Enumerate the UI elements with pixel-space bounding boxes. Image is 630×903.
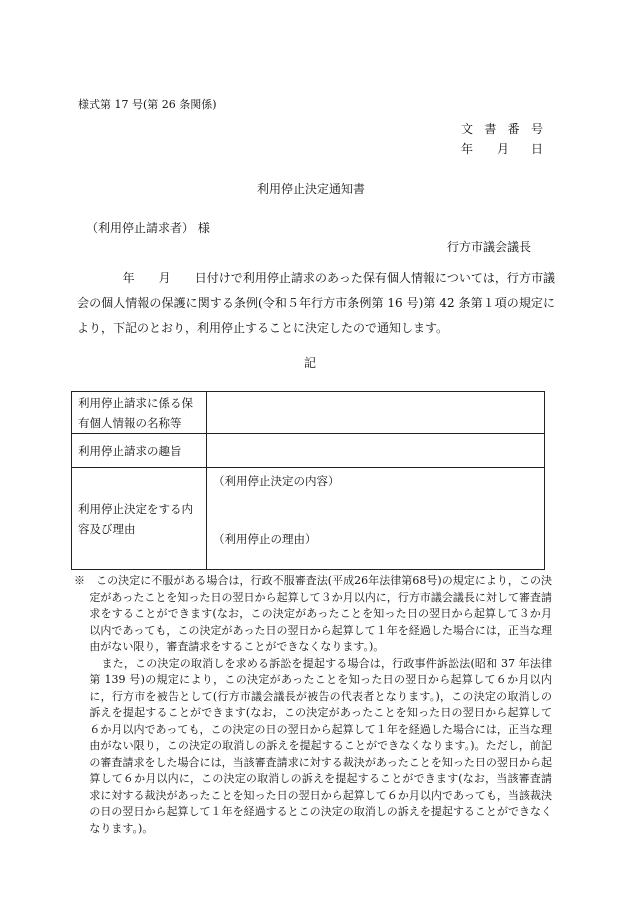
decision-reason-heading: （利用停止の理由） xyxy=(213,532,317,546)
row-label-purpose: 利用停止請求の趣旨 xyxy=(72,434,207,468)
doc-number-char: 文 xyxy=(461,122,474,136)
row-label-decision: 利用停止決定をする内容及び理由 xyxy=(72,468,207,570)
date-day: 日 xyxy=(531,142,544,156)
note-text-2: また，この決定の取消しを求める訴訟を提起する場合は，行政事件訴訟法(昭和 37 年法律第 139 号)の規定により，この決定があったことを知った日の翌日から起算して６か月以内に，行方市を被告として(行方市議会議長が被告の代表者となります。)，この決定の取消しの訴えを提起することができます(なお，この決定があったことを知った日の翌日から起算して６か月以内であっても，この決定の日の翌日から起算して１年を経過した場合には，正当な理由がない限り，この決定の取消しの訴えを提起することができなくなります。)。ただし，前記の審査請求をした場合には，当該審査請求に対する裁決があったことを知った日の翌日から起算して６か月以内に，この決定の取消しの訴えを提起することができます(なお，当該審査請求に対する裁決があったことを知った日の翌日から起算して６か月以内であっても，当該裁決の日の翌日から起算して１年を経過するとこの決定の取消しの訴えを提起することができなくなります。)。 xyxy=(89,656,552,835)
doc-number-char: 番 xyxy=(507,122,520,136)
form-number: 様式第 17 号(第 26 条関係) xyxy=(78,98,217,111)
date-month: 月 xyxy=(497,142,510,156)
note-text-1: この決定に不服がある場合は，行政不服審査法(平成26年法律第68号)の規定により，この決定があったことを知った日の翌日から起算して３か月以内に，行方市議会議長に対して審査請求をすることができます(なお，この決定があったことを知った日の翌日から起算して３か月以内であっても，この決定があった日の翌日から起算して１年を経過した場合には，正当な理由がない限り，審査請求をすることができなくなります。)。 xyxy=(89,574,553,653)
row-label-info-name: 利用停止請求に係る保有個人情報の名称等 xyxy=(72,392,207,434)
doc-number-char: 号 xyxy=(530,122,543,136)
doc-number-char: 書 xyxy=(484,122,497,136)
row-value-decision xyxy=(207,468,545,570)
document-title: 利用停止決定通知書 xyxy=(257,182,366,196)
table-row xyxy=(72,392,545,434)
note-paragraph-1 xyxy=(74,573,552,656)
issuer: 行方市議会議長 xyxy=(447,240,532,254)
table-row xyxy=(72,434,545,468)
table-row xyxy=(72,468,545,570)
addressee: （利用停止請求者） 様 xyxy=(86,221,210,235)
row-value-purpose xyxy=(207,434,545,468)
notes-section xyxy=(74,573,552,837)
body-text: 年 月 日付けで利用停止請求のあった保有個人情報については，行方市議会の個人情報の保護に関する条例(令和５年行方市条例第 16 号)第 42 条第１項の規定により，下記のとおり，利用停止することに決定したので通知します。 xyxy=(77,271,555,335)
document-number-label xyxy=(461,120,543,137)
row-value-info-name xyxy=(207,392,545,434)
ki-heading: 記 xyxy=(304,356,317,370)
body-paragraph xyxy=(77,266,555,341)
date-year: 年 xyxy=(461,142,474,156)
note-paragraph-2 xyxy=(74,656,552,838)
decision-content-heading: （利用停止決定の内容） xyxy=(213,474,340,488)
decision-table xyxy=(71,391,545,570)
note-mark: ※ xyxy=(74,574,86,587)
